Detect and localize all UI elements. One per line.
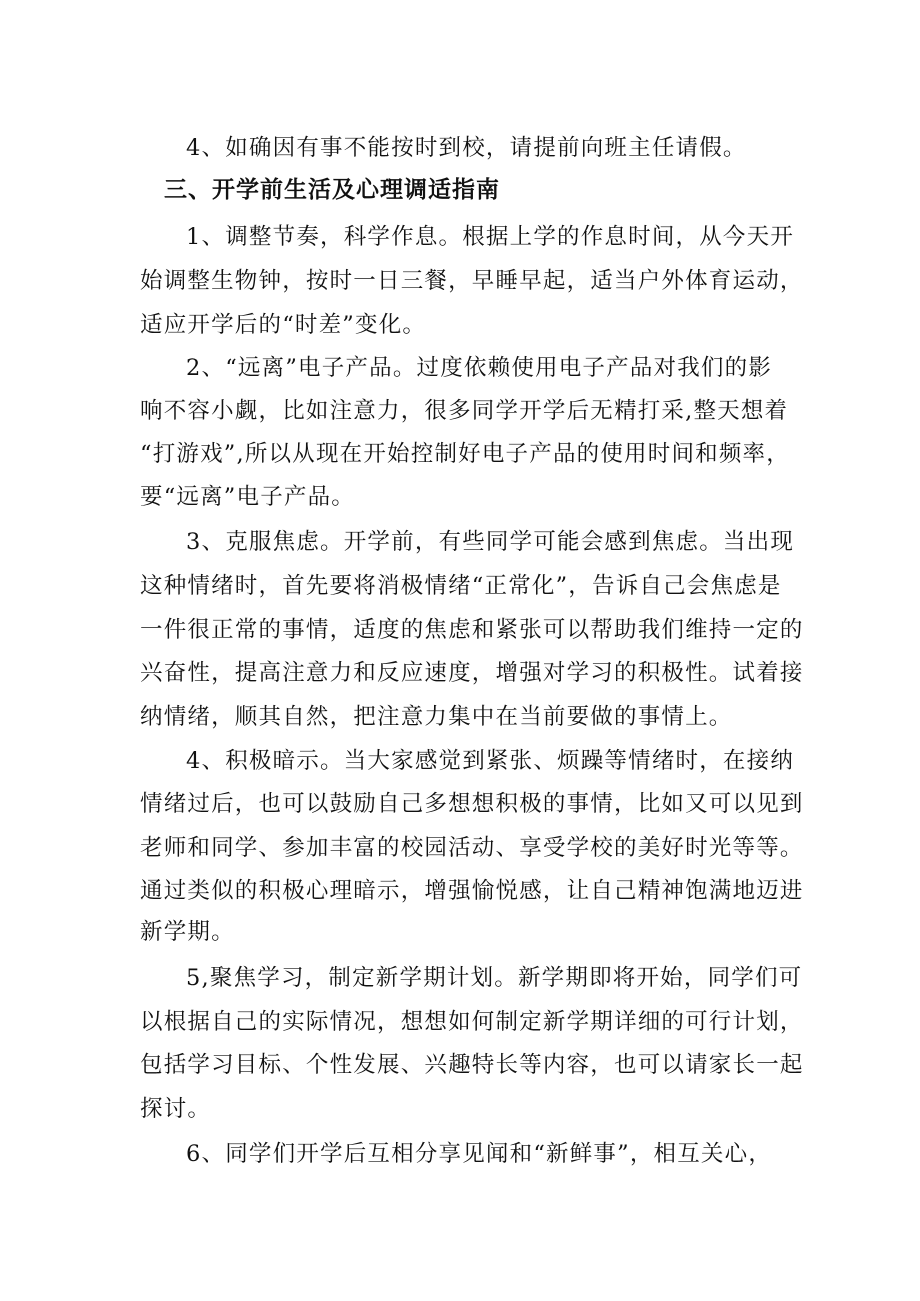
- paragraph-line: 适应开学后的“时差”变化。: [140, 312, 427, 338]
- paragraph-line: 响不容小觑，比如注意力，很多同学开学后无精打采,整天想着: [140, 398, 789, 424]
- paragraph-line: 通过类似的积极心理暗示，增强愉悦感，让自己精神饱满地迈进: [140, 878, 804, 904]
- paragraph-line: 纳情绪，顺其自然，把注意力集中在当前要做的事情上。: [140, 704, 733, 730]
- paragraph-line: 6、同学们开学后互相分享见闻和“新鲜事”，相互关心，: [186, 1141, 773, 1167]
- paragraph-line: 探讨。: [140, 1096, 212, 1122]
- paragraph-line: 以根据自己的实际情况，想想如何制定新学期详细的可行计划，: [140, 1009, 804, 1035]
- paragraph-line: 1、调整节奏，科学作息。根据上学的作息时间，从今天开: [186, 224, 795, 250]
- paragraph-line: 要“远离”电子产品。: [140, 484, 356, 510]
- paragraph-line: 3、克服焦虑。开学前，有些同学可能会感到焦虑。当出现: [186, 529, 795, 555]
- intro-item-line: 4、如确因有事不能按时到校，请提前向班主任请假。: [186, 135, 747, 161]
- paragraph-line: 老师和同学、参加丰富的校园活动、享受学校的美好时光等等。: [140, 835, 804, 861]
- paragraph-line: “打游戏”,所以从现在开始控制好电子产品的使用时间和频率，: [140, 441, 790, 467]
- paragraph-line: 5,聚焦学习，制定新学期计划。新学期即将开始，同学们可: [186, 965, 803, 991]
- paragraph-line: 4、积极暗示。当大家感觉到紧张、烦躁等情绪时，在接纳: [186, 748, 795, 774]
- paragraph-line: 兴奋性，提高注意力和反应速度，增强对学习的积极性。试着接: [140, 660, 804, 686]
- paragraph-line: 新学期。: [140, 919, 235, 945]
- section-heading: 三、开学前生活及心理调适指南: [164, 177, 500, 203]
- paragraph-line: 这种情绪时，首先要将消极情绪“正常化”，告诉自己会焦虑是: [140, 573, 782, 599]
- paragraph-line: 包括学习目标、个性发展、兴趣特长等内容，也可以请家长一起: [140, 1052, 804, 1078]
- paragraph-line: 2、“远离”电子产品。过度依赖使用电子产品对我们的影: [186, 355, 773, 381]
- paragraph-line: 一件很正常的事情，适度的焦虑和紧张可以帮助我们维持一定的: [140, 617, 804, 643]
- paragraph-line: 情绪过后，也可以鼓励自己多想想积极的事情，比如又可以见到: [140, 791, 804, 817]
- paragraph-line: 始调整生物钟，按时一日三餐，早睡早起，适当户外体育运动，: [140, 268, 804, 294]
